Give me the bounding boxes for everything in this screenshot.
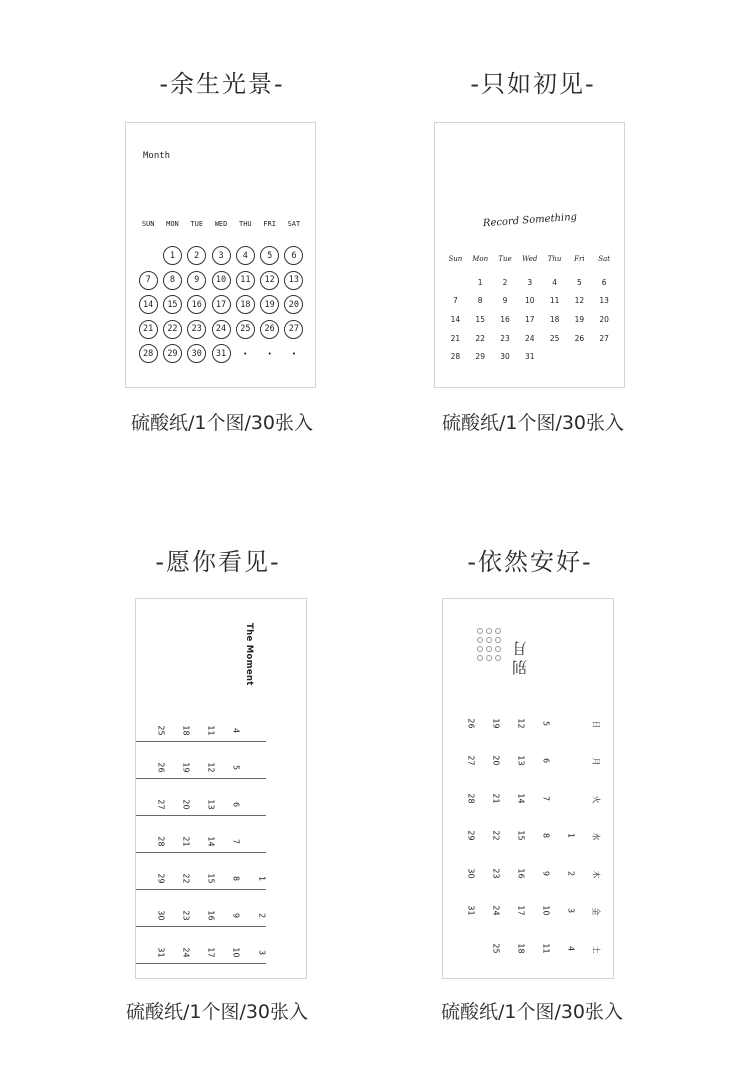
weekday-label: Sat <box>598 255 611 263</box>
day-number: 14 <box>139 295 158 314</box>
day-number: 7 <box>139 271 158 290</box>
day-cell: 24 <box>525 333 535 343</box>
dot-circle <box>495 655 501 661</box>
weekday-label: MON <box>166 220 179 228</box>
day-number: 13 <box>206 799 216 810</box>
day-cell: 3 <box>527 277 533 287</box>
calendar-grid <box>136 219 306 366</box>
weekday-label: Fri <box>574 255 585 263</box>
day-cell <box>257 293 281 318</box>
day-cell <box>282 268 306 293</box>
weekday-label: Thu <box>547 255 562 263</box>
day-number: 30 <box>187 344 206 363</box>
day-number: 17 <box>206 947 216 958</box>
day-number: 31 <box>212 344 231 363</box>
day-cell: 15 <box>475 315 485 325</box>
day-number: 9 <box>541 870 551 877</box>
day-number: 29 <box>163 344 182 363</box>
dot-circle <box>477 628 483 634</box>
day-number: 16 <box>206 910 216 921</box>
day-number: 11 <box>541 943 551 954</box>
day-cell <box>209 342 233 367</box>
day-number: 4 <box>236 246 255 265</box>
day-cell <box>160 268 184 293</box>
day-number: 27 <box>466 755 476 766</box>
day-cell <box>136 293 160 318</box>
day-cell: 23 <box>500 333 510 343</box>
table-row <box>136 705 266 742</box>
day-number: 14 <box>206 836 216 847</box>
table-row <box>136 742 266 779</box>
day-cell <box>136 317 160 342</box>
day-number: 24 <box>491 905 501 916</box>
weekday-label: TUE <box>190 220 204 228</box>
day-cell: 14 <box>450 315 461 325</box>
weekday-label: THU <box>239 220 252 228</box>
dot-circle <box>495 637 501 643</box>
day-cell <box>257 317 281 342</box>
day-number: 5 <box>231 764 241 771</box>
day-cell: 26 <box>574 333 585 343</box>
weekday-label: 水 <box>591 832 601 841</box>
dot-circle <box>486 637 492 643</box>
dot-marker: • <box>243 349 248 358</box>
day-cell <box>233 268 257 293</box>
month-label: Month <box>143 151 171 161</box>
panel-title-1: -余生光景- <box>159 70 285 98</box>
day-cell <box>185 342 209 367</box>
day-cell: 1 <box>477 277 483 287</box>
day-number: 17 <box>516 905 526 916</box>
day-number: 15 <box>516 830 526 841</box>
day-cell: 7 <box>453 296 458 306</box>
weekday-label: 月 <box>591 757 601 766</box>
dot-circle <box>477 646 483 652</box>
day-cell: 6 <box>601 277 607 287</box>
day-number: 20 <box>284 295 303 314</box>
day-number: 1 <box>163 246 182 265</box>
day-cell <box>282 244 306 269</box>
panel-caption-3: 硫酸纸/1个图/30张入 <box>125 1001 309 1023</box>
day-cell <box>282 293 306 318</box>
day-cell: 2 <box>502 277 508 287</box>
weekday-label: SUN <box>141 220 155 228</box>
day-number: 2 <box>187 246 206 265</box>
day-number: 26 <box>466 718 476 729</box>
day-cell: 31 <box>525 352 535 362</box>
panel-title-2: -只如初见- <box>470 70 596 98</box>
day-number: 21 <box>181 836 191 847</box>
day-number: 22 <box>491 830 501 841</box>
day-cell <box>542 348 567 367</box>
day-number: 6 <box>541 757 551 764</box>
day-number: 23 <box>491 868 501 879</box>
day-cell <box>185 268 209 293</box>
day-number: 23 <box>187 320 206 339</box>
calendar-card-the-moment <box>135 598 307 979</box>
day-cell <box>282 317 306 342</box>
day-number: 5 <box>260 246 279 265</box>
day-number: 8 <box>541 832 551 839</box>
day-cell: 29 <box>475 352 485 362</box>
day-cell <box>257 268 281 293</box>
day-number: 25 <box>156 725 166 736</box>
day-number: 2 <box>566 870 576 877</box>
day-number: 19 <box>491 718 501 729</box>
day-cell <box>257 244 281 269</box>
day-number: 30 <box>156 910 166 921</box>
day-cell: 9 <box>502 296 508 306</box>
day-number: 15 <box>206 873 216 884</box>
day-number: 30 <box>466 868 476 879</box>
day-cell <box>160 244 184 269</box>
day-cell <box>233 244 257 269</box>
day-number: 13 <box>284 271 303 290</box>
day-number: 25 <box>236 320 255 339</box>
day-cell <box>209 317 233 342</box>
day-cell: 20 <box>599 315 609 325</box>
day-cell <box>209 268 233 293</box>
day-cell <box>233 317 257 342</box>
weekday-label: 日 <box>591 720 601 729</box>
day-number: 10 <box>231 947 241 958</box>
day-number: 2 <box>257 912 267 919</box>
day-number: 31 <box>156 947 166 958</box>
day-number: 18 <box>516 943 526 954</box>
day-number: 5 <box>541 720 551 727</box>
calendar-card-vertical-jp <box>442 598 614 979</box>
day-number: 12 <box>206 762 216 773</box>
day-number: 19 <box>181 762 191 773</box>
dot-ornament <box>477 628 504 664</box>
weekday-label: Sun <box>448 255 463 263</box>
day-number: 24 <box>181 947 191 958</box>
panel-title-4: -依然安好- <box>467 548 593 576</box>
day-number: 1 <box>257 875 267 882</box>
day-number: 27 <box>284 320 303 339</box>
day-number: 7 <box>541 795 551 802</box>
table-row <box>136 853 266 890</box>
calendar-card-record-something <box>434 122 625 388</box>
day-number: 11 <box>206 725 216 736</box>
day-cell <box>592 348 617 367</box>
weekday-label: 土 <box>591 945 601 954</box>
day-number: 9 <box>187 271 206 290</box>
panel-caption-1: 硫酸纸/1个图/30张入 <box>130 412 314 434</box>
day-cell: 17 <box>525 315 535 325</box>
day-number: 10 <box>212 271 231 290</box>
day-number: 3 <box>212 246 231 265</box>
weekday-label: FRI <box>263 220 276 228</box>
day-cell <box>185 293 209 318</box>
day-cell: 8 <box>477 296 483 306</box>
day-number: 19 <box>260 295 279 314</box>
day-number: 26 <box>260 320 279 339</box>
weekday-label: Tue <box>498 255 512 263</box>
day-number: 12 <box>516 718 526 729</box>
dot-marker: • <box>267 349 272 358</box>
dot-circle <box>486 646 492 652</box>
day-number: 29 <box>156 873 166 884</box>
weekday-label: WED <box>214 220 228 228</box>
day-number: 25 <box>491 943 501 954</box>
panel-caption-2: 硫酸纸/1个图/30张入 <box>441 412 625 434</box>
day-number: 6 <box>284 246 303 265</box>
weekday-label: 木 <box>591 870 601 879</box>
day-cell: 11 <box>549 296 560 306</box>
day-number: 22 <box>181 873 191 884</box>
day-number: 3 <box>566 907 576 914</box>
day-number: 28 <box>466 793 476 804</box>
table-row <box>136 927 266 964</box>
moment-heading: The Moment <box>244 623 254 686</box>
day-cell <box>160 293 184 318</box>
card-title: 别月 <box>511 637 529 675</box>
day-number: 14 <box>516 793 526 804</box>
day-cell: 10 <box>525 296 535 306</box>
day-number: 8 <box>163 271 182 290</box>
day-number: 17 <box>212 295 231 314</box>
day-number: 12 <box>260 271 279 290</box>
day-number: 24 <box>212 320 231 339</box>
day-cell <box>160 317 184 342</box>
day-number: 8 <box>231 875 241 882</box>
calendar-grid <box>443 255 619 367</box>
day-cell <box>185 317 209 342</box>
table-row <box>136 779 266 816</box>
day-cell <box>136 268 160 293</box>
day-number: 3 <box>257 949 267 956</box>
day-cell <box>136 342 160 367</box>
day-number: 15 <box>163 295 182 314</box>
day-number: 16 <box>516 868 526 879</box>
day-number: 28 <box>156 836 166 847</box>
day-cell <box>160 342 184 367</box>
day-cell <box>209 293 233 318</box>
weekday-label: 火 <box>591 795 601 804</box>
day-cell: 25 <box>549 333 560 343</box>
day-number: 6 <box>231 801 241 808</box>
weekday-label: SAT <box>287 220 301 228</box>
day-cell: 12 <box>574 296 585 306</box>
day-cell: 28 <box>450 352 461 362</box>
day-number: 21 <box>139 320 158 339</box>
day-number: 11 <box>236 271 255 290</box>
day-number: 4 <box>231 727 241 734</box>
day-number: 18 <box>181 725 191 736</box>
day-number: 13 <box>516 755 526 766</box>
day-number: 1 <box>566 832 576 839</box>
day-number: 9 <box>231 912 241 919</box>
day-cell <box>185 244 209 269</box>
day-number: 7 <box>231 838 241 845</box>
empty-cell <box>136 244 160 269</box>
dot-marker: • <box>291 349 296 358</box>
table-row <box>136 816 266 853</box>
day-cell <box>209 244 233 269</box>
day-cell <box>443 274 468 293</box>
day-number: 26 <box>156 762 166 773</box>
calendar-card-month-circles <box>125 122 316 388</box>
weekday-label: 金 <box>591 907 601 916</box>
weekday-label: Wed <box>522 255 538 263</box>
day-number: 21 <box>491 793 501 804</box>
day-cell: 16 <box>500 315 510 325</box>
day-cell: 21 <box>450 333 461 343</box>
panel-title-3: -愿你看见- <box>155 548 281 576</box>
day-number: 18 <box>236 295 255 314</box>
day-number: 23 <box>181 910 191 921</box>
day-number: 16 <box>187 295 206 314</box>
dot-circle <box>477 637 483 643</box>
day-number: 31 <box>466 905 476 916</box>
panel-caption-4: 硫酸纸/1个图/30张入 <box>440 1001 624 1023</box>
day-number: 10 <box>541 905 551 916</box>
dot-circle <box>477 655 483 661</box>
day-number: 22 <box>163 320 182 339</box>
script-title: Record Something <box>482 211 578 230</box>
weekday-label: Mon <box>472 255 489 263</box>
day-number: 20 <box>491 755 501 766</box>
day-number: 27 <box>156 799 166 810</box>
day-cell: 5 <box>576 277 582 287</box>
table-row <box>136 890 266 927</box>
day-cell <box>567 348 592 367</box>
day-cell: 27 <box>599 333 609 343</box>
day-number: 29 <box>466 830 476 841</box>
day-cell: 22 <box>475 333 485 343</box>
day-number: 4 <box>566 945 576 952</box>
dot-circle <box>486 655 492 661</box>
day-cell: 18 <box>549 315 560 325</box>
day-cell <box>233 293 257 318</box>
day-cell: 13 <box>599 296 609 306</box>
dot-circle <box>495 646 501 652</box>
day-cell: 19 <box>574 315 585 325</box>
day-number: 20 <box>181 799 191 810</box>
day-cell: 4 <box>552 277 557 287</box>
dot-circle <box>495 628 501 634</box>
dot-circle <box>486 628 492 634</box>
day-number: 28 <box>139 344 158 363</box>
day-cell: 30 <box>500 352 510 362</box>
